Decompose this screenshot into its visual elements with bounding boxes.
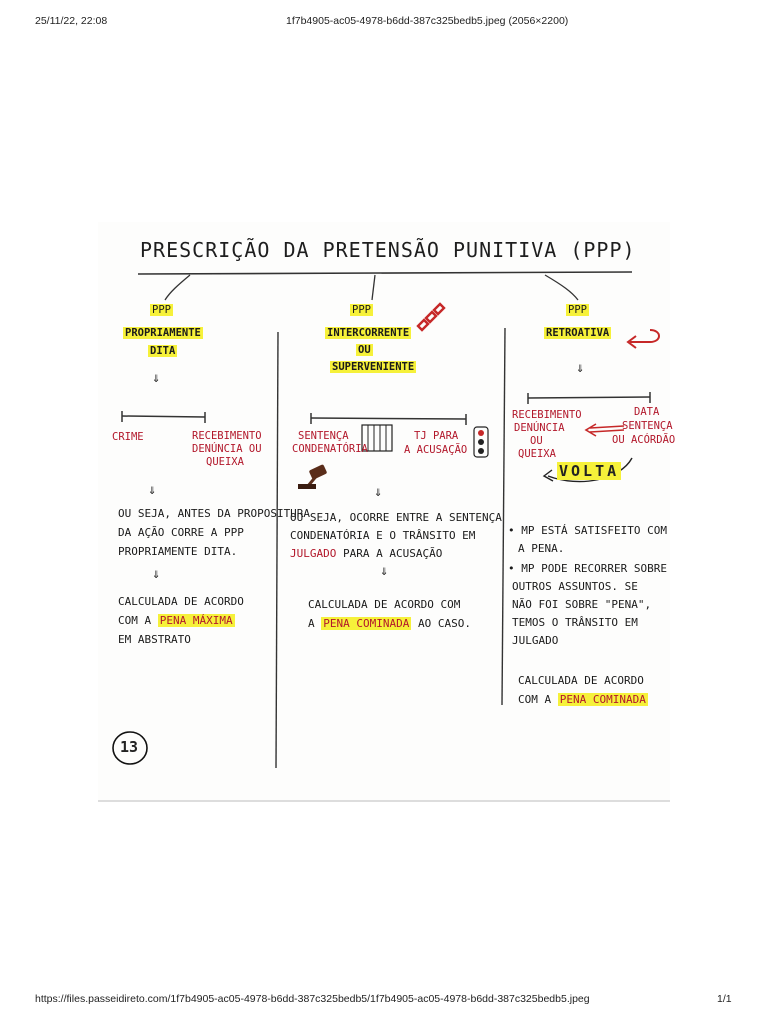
col1-calc-1: CALCULADA DE ACORDO <box>118 595 244 608</box>
col3-timeline-left-4: QUEIXA <box>518 448 556 460</box>
col2-text-1: OU SEJA, OCORRE ENTRE A SENTENÇA <box>290 511 502 524</box>
col2-label: PPP <box>352 304 371 316</box>
col3-timeline-right-1: DATA <box>634 406 660 418</box>
note-title: PRESCRIÇÃO DA PRETENSÃO PUNITIVA (PPP) <box>140 238 636 262</box>
col3-bullet-2d: TEMOS O TRÂNSITO EM <box>512 616 638 629</box>
col1-subtitle-2: DITA <box>150 345 176 357</box>
col3-bullet-1a: • MP ESTÁ SATISFEITO COM <box>508 524 667 537</box>
print-url: https://files.passeidireto.com/1f7b4905-ac05-4978-b6dd-387c325bedb5/1f7b4905-ac05-4978-b6dd-387c325bedb5.jpeg <box>35 993 590 1005</box>
col3-subtitle: RETROATIVA <box>546 327 610 339</box>
col1-timeline-right-1: RECEBIMENTO <box>192 430 262 442</box>
print-page-title: 1f7b4905-ac05-4978-b6dd-387c325bedb5.jpeg (2056×2200) <box>286 15 569 27</box>
col1-calc-3: EM ABSTRATO <box>118 633 191 646</box>
print-page-count: 1/1 <box>717 993 732 1005</box>
col3-bullet-2b: OUTROS ASSUNTOS. SE <box>512 580 638 593</box>
col2-arrow-2: ⇓ <box>380 563 389 579</box>
col1-text-3: PROPRIAMENTE DITA. <box>118 545 238 558</box>
col3-label: PPP <box>568 304 587 316</box>
col1-arrow-3: ⇓ <box>152 566 161 582</box>
col3-bullet-1b: A PENA. <box>518 542 565 555</box>
col2-timeline-left-2: CONDENATÓRIA <box>292 443 368 455</box>
col2-subtitle-1: INTERCORRENTE <box>327 327 410 339</box>
col2-timeline-right-1: TJ PARA <box>414 430 459 442</box>
col1-subtitle: PROPRIAMENTE <box>125 327 201 339</box>
col3-timeline-right-3: OU ACÓRDÃO <box>612 434 676 446</box>
col2-timeline-right-2: A ACUSAÇÃO <box>404 444 468 456</box>
col2-calc-2: A PENA COMINADA AO CASO. <box>308 617 471 630</box>
col2-subtitle-2: OU <box>358 344 371 356</box>
col3-timeline-left-1: RECEBIMENTO <box>512 409 582 421</box>
col3-volta: VOLTA <box>559 462 620 480</box>
page-number: 13 <box>120 738 139 756</box>
col1-timeline-right-3: QUEIXA <box>206 456 244 468</box>
col2-arrow-1: ⇓ <box>374 484 383 500</box>
col2-timeline-left-1: SENTENÇA <box>298 430 349 442</box>
col1-label: PPP <box>152 304 171 316</box>
col3-bullet-2a: • MP PODE RECORRER SOBRE <box>508 562 667 575</box>
col1-timeline-left: CRIME <box>112 431 144 443</box>
col3-calc-2: COM A PENA COMINADA <box>518 693 646 706</box>
col1-calc-2: COM A PENA MÁXIMA <box>118 614 233 627</box>
col1-arrow-1: ⇓ <box>152 370 161 386</box>
col3-calc-1: CALCULADA DE ACORDO <box>518 674 644 687</box>
col1-text-1: OU SEJA, ANTES DA PROPOSITURA <box>118 507 311 520</box>
col3-timeline-left-2: DENÚNCIA <box>514 422 565 434</box>
col3-timeline-right-2: SENTENÇA <box>622 420 673 432</box>
col1-timeline-right-2: DENÚNCIA OU <box>192 443 262 455</box>
col2-calc-1: CALCULADA DE ACORDO COM <box>308 598 461 611</box>
col3-bullet-2c: NÃO FOI SOBRE "PENA", <box>512 598 652 611</box>
print-datetime: 25/11/22, 22:08 <box>35 15 108 27</box>
col3-timeline-left-3: OU <box>530 435 543 447</box>
col1-text-2: DA AÇÃO CORRE A PPP <box>118 526 244 539</box>
col3-arrow-1: ⇓ <box>576 360 585 376</box>
col1-arrow-2: ⇓ <box>148 482 157 498</box>
col2-text-2: CONDENATÓRIA E O TRÂNSITO EM <box>290 529 476 542</box>
col2-text-3: JULGADO PARA A ACUSAÇÃO <box>290 547 443 560</box>
col2-subtitle-3: SUPERVENIENTE <box>332 361 415 373</box>
col3-bullet-2e: JULGADO <box>512 634 559 647</box>
